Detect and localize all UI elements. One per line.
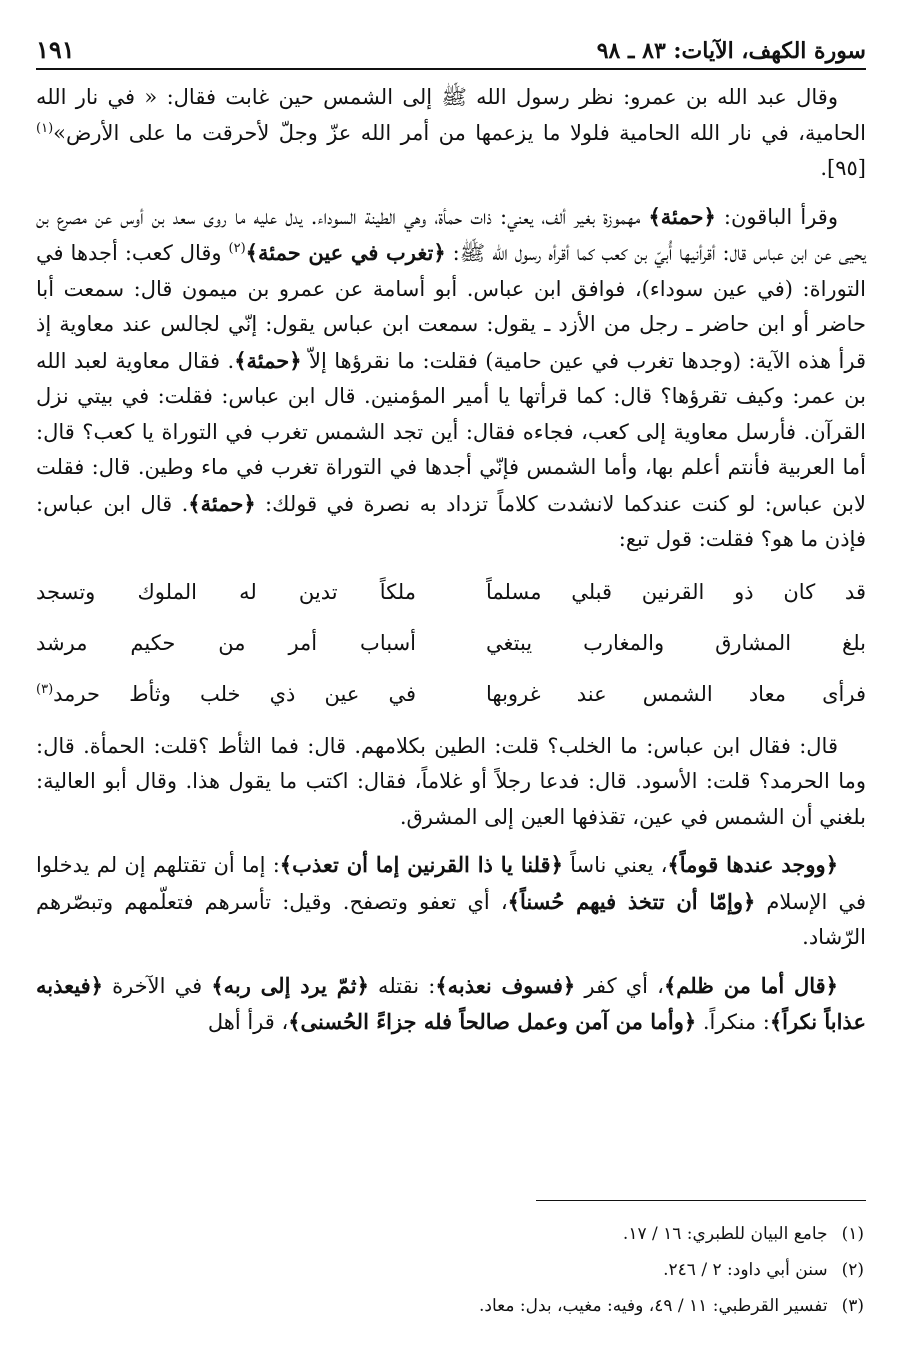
footnote-ref: (٣): [36, 682, 54, 698]
paragraph-text: ، قرأ أهل: [207, 1010, 289, 1034]
quran-quote: ﴿حمئة﴾: [188, 490, 256, 516]
main-text: [36, 80, 866, 1041]
paragraph-text: وقال عبد الله بن عمرو: نظر رسول الله ﷺ إلى الشمس حين غابت فقال: « في نار الله الحامية، في نار الله الحامية فلولا ما يزعمها من أمر الله عزّ وجلّ لأحرقت ما على الأرض»: [36, 85, 866, 145]
quran-quote: ﴿وإمّا أن تتخذ فيهم حُسناً﴾: [507, 888, 756, 914]
verse-second-hemistich: ملكاً تدين له الملوك وتسجد: [36, 580, 416, 605]
quran-quote: ﴿تغرب في عين حمئة﴾: [245, 240, 446, 265]
footnote-text: جامع البيان للطبري: ١٦ / ١٧.: [622, 1224, 828, 1244]
verse-second-hemistich: أسباب أمر من حكيم مرشد: [36, 631, 416, 656]
quran-quote: ﴿قال أما من ظلم﴾: [663, 972, 838, 998]
paragraph-text: : منكراً.: [696, 1010, 770, 1034]
verse-first-hemistich: بلغ المشارق والمغارب يبتغي: [486, 631, 866, 656]
paragraph-text: : إما أن تقتلهم إن لم يدخلوا في الإسلام: [36, 853, 866, 914]
verse-second-hemistich: [36, 677, 416, 713]
footnote-text: تفسير القرطبي: ١١ / ٤٩، وفيه: مغيب، بدل: معاد.: [479, 1296, 828, 1316]
book-page: [36, 24, 866, 1344]
paragraph-5: [36, 968, 866, 1041]
verse-first-hemistich: قد كان ذو القرنين قبلي مسلماً: [486, 580, 866, 605]
quran-quote: ﴿ثمّ يرد إلى ربه﴾: [211, 972, 369, 998]
footnote-text: سنن أبي داود: ٢ / ٢٤٦.: [663, 1260, 828, 1280]
poem-verse: [36, 670, 866, 721]
paragraph-1: [36, 80, 866, 187]
page-number: ١٩١: [36, 35, 75, 64]
paragraph-text: . قال ابن عباس: فإذن ما هو؟ فقلت: قول تبع:: [36, 491, 866, 551]
footnote-number: (٣): [841, 1296, 864, 1316]
quran-quote: ﴿ووجد عندها قوماً﴾: [667, 852, 838, 877]
paragraph-4: [36, 847, 866, 956]
paragraph-text: في الآخرة: [102, 973, 212, 998]
paragraph-text: مهموزة بغير ألف، يعني: ذات حمأة، وهي الطينة السوداء. يدل عليه ما روى سعد بن أوس عن مصرع بن يحيى عن ابن عباس قال: أقرأنيها أُبيّ بن كعب كما أقرأه رسول الله ﷺ:: [36, 204, 866, 265]
verse-text: في عين ذي خلب وثأط حرمد: [53, 682, 416, 707]
quran-quote: ﴿حمئة﴾: [234, 347, 302, 373]
footnote-separator: [536, 1200, 866, 1201]
footnote-ref: (٢): [228, 241, 246, 256]
quran-quote: ﴿وأما من آمن وعمل صالحاً فله جزاءً الحُسنى﴾: [288, 1009, 697, 1034]
footnote: [36, 1216, 866, 1252]
quran-quote: ﴿حمئة﴾: [648, 203, 716, 229]
paragraph-text: : نقتله: [368, 973, 436, 998]
quran-quote: ﴿قلنا يا ذا القرنين إما أن تعذب﴾: [279, 852, 563, 877]
poem: [36, 568, 866, 721]
paragraph-text: وقال كعب: أجدها في التوراة: (في عين سوداء)، فوافق ابن عباس. أبو أسامة عن عمرو بن ميمون قال: سمعت أبا حاضر أو ابن حاضر ـ رجل من الأزد ـ يقول: سمعت ابن عباس يقول: إنّي لجالس عند معاوية إذ قرأ هذه الآية: (وجدها تغرب في عين حامية) فقلت: ما نقرؤها إلاّ: [36, 241, 866, 373]
paragraph-text: ، يعني ناساً: [562, 853, 668, 877]
footnote-number: (١): [841, 1224, 864, 1244]
quran-quote: ﴿فسوف نعذبه﴾: [435, 972, 576, 998]
footnote: [36, 1252, 866, 1288]
quran-quote: ﴿فيعذبه عذاباً نكراً﴾: [36, 972, 866, 1034]
paragraph-text: [٩٥].: [820, 156, 866, 180]
running-title: سورة الكهف، الآيات: ٨٣ ـ ٩٨: [596, 38, 866, 64]
poem-verse: [36, 568, 866, 619]
poem-verse: [36, 619, 866, 670]
paragraph-text: . فقال معاوية لعبد الله بن عمر: وكيف تقرؤها؟ قال: كما قرأتها يا أمير المؤمنين. قال ابن عباس: فقلت: في بيتي نزل القرآن. فأرسل معاوية إلى كعب، فجاءه فقال: أين تجد الشمس تغرب في التوراة يا كعب؟ قال: أما العربية فأنتم أعلم بها، وأما الشمس فإنّي أجدها في التوراة تغرب في ماء وطين. قال: فقلت لابن عباس: لو كنت عندكما لانشدت كلاماً تزداد به نصرة في قولك:: [36, 348, 866, 516]
paragraph-3: قال: فقال ابن عباس: ما الخلب؟ قلت: الطين بكلامهم. قال: فما الثأط ؟قلت: الحمأة. قال: وما الحرمد؟ قلت: الأسود. قال: فدعا رجلاً أو غلاماً، فقال: اكتب ما يقول هذا. وقال أبو العالية: بلغني أن الشمس في عين، تقذفها العين إلى المشرق.: [36, 733, 866, 829]
page-header: [36, 24, 866, 70]
paragraph-text: ، أي كفر: [575, 973, 664, 998]
verse-first-hemistich: فرأى معاد الشمس عند غروبها: [486, 682, 866, 707]
paragraph-2: [36, 199, 866, 558]
paragraph-text: ، أي تعفو وتصفح. وقيل: تأسرهم فتعلّمهم وتبصّرهم الرّشاد.: [36, 889, 866, 949]
paragraph-text: وقرأ الباقون:: [715, 204, 838, 229]
footnotes: [36, 1216, 866, 1324]
footnote-ref: (١): [36, 120, 54, 136]
footnote: [36, 1288, 866, 1324]
footnote-number: (٢): [841, 1260, 864, 1280]
